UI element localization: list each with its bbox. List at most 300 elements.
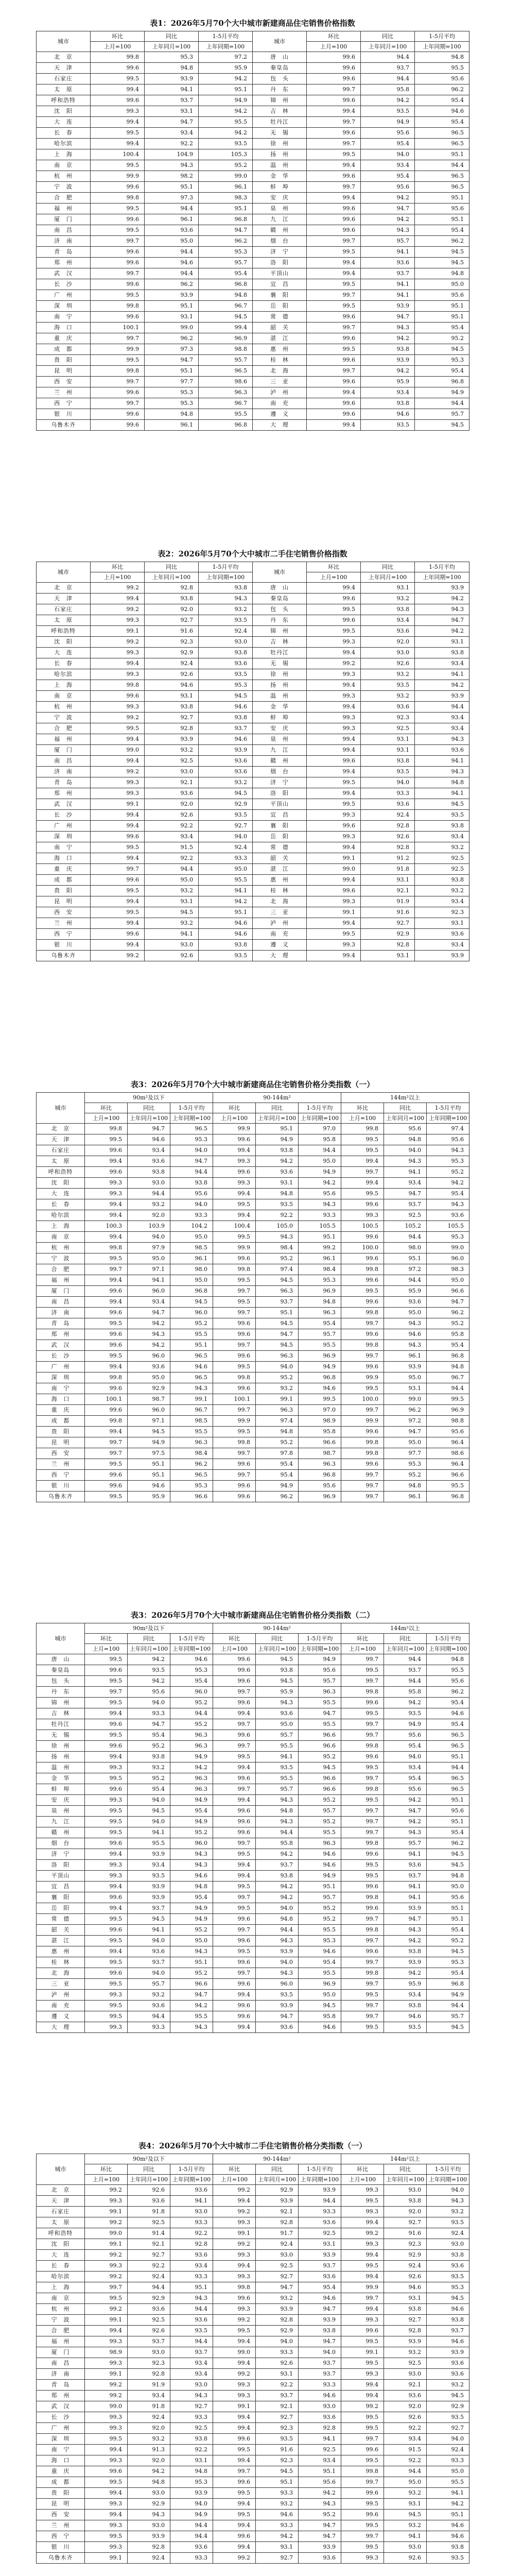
index-value: 99.3	[213, 2272, 256, 2282]
table-row	[37, 940, 469, 951]
table-row	[37, 1167, 469, 1178]
table-row	[37, 2369, 469, 2380]
header-yoy-base: 上年同月=100	[128, 2175, 170, 2185]
index-value: 93.8	[199, 583, 253, 594]
city-name: 包 头	[37, 1676, 85, 1687]
city-name: 呼和浩特	[37, 95, 91, 106]
index-value: 95.7	[299, 1329, 341, 1340]
index-value: 99.3	[85, 2542, 128, 2553]
index-value: 96.4	[427, 1437, 469, 1448]
index-value: 95.8	[427, 1329, 469, 1340]
index-value: 94.8	[199, 290, 253, 301]
index-value: 99.6	[91, 258, 145, 268]
index-value: 99.3	[307, 810, 361, 821]
header-mom-base: 上月=100	[85, 1644, 128, 1654]
index-value: 94.5	[415, 344, 469, 355]
index-value: 93.9	[415, 951, 469, 961]
index-value: 94.6	[199, 734, 253, 745]
table-row	[37, 832, 469, 842]
index-value: 97.2	[199, 52, 253, 63]
header-mom: 环比	[341, 2164, 384, 2175]
index-value: 94.1	[199, 886, 253, 896]
index-value: 93.8	[415, 875, 469, 886]
index-value: 99.5	[85, 1459, 128, 1470]
index-value: 93.3	[299, 2380, 341, 2391]
index-value: 91.3	[128, 2445, 170, 2455]
index-value: 94.6	[427, 2304, 469, 2315]
index-value: 99.4	[91, 734, 145, 745]
index-value: 103.9	[128, 1221, 170, 1232]
city-name: 石家庄	[37, 1145, 85, 1156]
table-row	[37, 648, 469, 658]
index-value: 93.9	[415, 691, 469, 702]
city-name: 长 沙	[37, 810, 91, 821]
index-value: 99.8	[341, 1925, 384, 1936]
index-value: 94.5	[256, 2466, 299, 2477]
index-value: 99.6	[85, 1470, 128, 1481]
index-value: 93.1	[256, 1178, 299, 1189]
index-value: 94.4	[415, 160, 469, 171]
index-value: 93.2	[128, 2434, 170, 2445]
index-value: 105.0	[256, 1221, 299, 1232]
index-value: 99.6	[85, 1719, 128, 1730]
index-value: 99.4	[307, 268, 361, 279]
index-value: 93.6	[427, 1210, 469, 1221]
city-name: 石家庄	[37, 2207, 85, 2217]
index-value: 99.0	[145, 323, 199, 333]
city-name: 济 南	[37, 2369, 85, 2380]
index-value: 94.8	[415, 777, 469, 788]
index-value: 99.6	[91, 95, 145, 106]
index-value: 100.3	[85, 1221, 128, 1232]
table-row	[37, 842, 469, 853]
index-value: 99.6	[307, 225, 361, 236]
index-value: 95.4	[384, 1741, 427, 1752]
index-value: 92.4	[199, 842, 253, 853]
city-name: 常 德	[253, 842, 307, 853]
index-value: 94.3	[170, 1383, 213, 1394]
city-name: 青 岛	[37, 247, 91, 258]
index-value: 92.3	[145, 637, 199, 648]
city-name: 湛 江	[253, 333, 307, 344]
city-name: 三 亚	[37, 1979, 85, 1990]
table-row	[37, 1784, 469, 1795]
index-value: 99.2	[307, 658, 361, 669]
index-value: 99.4	[341, 2304, 384, 2315]
table-row	[37, 702, 469, 713]
index-value: 96.1	[299, 1253, 341, 1264]
index-value: 95.4	[361, 171, 415, 182]
index-value: 99.6	[341, 1882, 384, 1892]
index-value: 99.6	[307, 886, 361, 896]
header-mom: 环比	[341, 1634, 384, 1644]
index-value: 94.5	[256, 1654, 299, 1665]
index-value: 99.4	[213, 2261, 256, 2272]
index-value: 93.5	[199, 139, 253, 149]
index-value: 94.5	[199, 691, 253, 702]
index-value: 95.6	[361, 182, 415, 193]
index-value: 99.8	[213, 1264, 256, 1275]
index-value: 93.5	[427, 2553, 469, 2564]
index-value: 99.6	[91, 247, 145, 258]
index-value: 95.0	[384, 1308, 427, 1318]
index-value: 96.0	[256, 1979, 299, 1990]
index-value: 99.1	[256, 1394, 299, 1405]
index-value: 95.4	[427, 1719, 469, 1730]
header-avg: 1-5月平均	[170, 1103, 213, 1113]
city-name: 泸 州	[253, 918, 307, 929]
index-value: 95.3	[145, 398, 199, 409]
city-name: 襄 阳	[253, 290, 307, 301]
index-value: 93.0	[145, 940, 199, 951]
index-value: 95.3	[427, 1156, 469, 1167]
index-value: 95.2	[299, 1903, 341, 1914]
city-name: 银 川	[37, 940, 91, 951]
index-value: 93.6	[384, 1860, 427, 1871]
index-value: 99.4	[307, 745, 361, 756]
header-yoy: 同比	[361, 31, 415, 42]
index-value: 95.1	[145, 301, 199, 312]
header-mom-base: 上月=100	[85, 2175, 128, 2185]
index-value: 93.9	[145, 290, 199, 301]
index-value: 93.2	[128, 1199, 170, 1210]
city-name: 韶 关	[253, 853, 307, 864]
index-value: 99.0	[384, 1394, 427, 1405]
index-value: 94.3	[299, 1199, 341, 1210]
index-value: 92.3	[256, 2455, 299, 2466]
index-value: 99.3	[85, 2412, 128, 2423]
header-area-group: 144m²以上	[341, 1093, 469, 1103]
city-name: 西 安	[37, 2510, 85, 2520]
index-value: 93.8	[256, 1871, 299, 1882]
index-value: 99.7	[341, 2531, 384, 2542]
table-block	[36, 15, 469, 431]
index-value: 99.4	[91, 594, 145, 604]
city-name: 兰 州	[37, 387, 91, 398]
index-value: 93.6	[128, 2196, 170, 2207]
index-value: 96.6	[299, 1741, 341, 1752]
index-value: 99.5	[213, 1882, 256, 1892]
city-name: 徐 州	[253, 669, 307, 680]
index-value: 99.6	[85, 1968, 128, 1979]
city-name: 银 川	[37, 409, 91, 420]
index-value: 94.2	[128, 1318, 170, 1329]
city-name: 贵 阳	[37, 355, 91, 366]
index-value: 96.1	[384, 1351, 427, 1362]
index-value: 99.7	[341, 1676, 384, 1687]
table-row	[37, 1936, 469, 1946]
index-value: 93.8	[199, 648, 253, 658]
index-value: 92.8	[145, 723, 199, 734]
index-value: 92.4	[128, 2412, 170, 2423]
index-value: 96.3	[299, 1687, 341, 1698]
city-name: 蚌 埠	[253, 182, 307, 193]
index-value: 94.6	[299, 2293, 341, 2304]
index-value: 94.5	[415, 247, 469, 258]
index-value: 94.7	[384, 1914, 427, 1925]
table-row	[37, 2185, 469, 2196]
index-value: 95.0	[384, 1372, 427, 1383]
index-value: 94.7	[299, 2336, 341, 2347]
table-row	[37, 1427, 469, 1437]
city-name: 牡丹江	[253, 117, 307, 128]
index-value: 96.7	[199, 398, 253, 409]
table-row	[37, 777, 469, 788]
city-name: 武 汉	[37, 2401, 85, 2412]
header-avg: 1-5月平均	[170, 2164, 213, 2175]
index-value: 93.2	[145, 918, 199, 929]
index-value: 93.1	[361, 734, 415, 745]
index-value: 99.4	[85, 1297, 128, 1308]
index-value: 99.6	[91, 279, 145, 290]
header-mom-base: 上月=100	[213, 1644, 256, 1654]
header-avg: 1-5月平均	[170, 1634, 213, 1644]
index-value: 94.5	[199, 312, 253, 323]
index-value: 93.3	[256, 2347, 299, 2358]
index-value: 92.6	[384, 2412, 427, 2423]
index-value: 93.8	[361, 344, 415, 355]
index-value: 96.9	[299, 1286, 341, 1297]
header-yoy: 同比	[128, 2164, 170, 2175]
index-value: 93.9	[199, 745, 253, 756]
city-name: 湛 江	[37, 1936, 85, 1946]
index-value: 99.5	[91, 723, 145, 734]
index-value: 95.0	[170, 1936, 213, 1946]
index-value: 99.5	[85, 1806, 128, 1817]
index-value: 93.3	[256, 2520, 299, 2531]
index-value: 93.1	[361, 951, 415, 961]
index-value: 94.2	[128, 1654, 170, 1665]
index-value: 96.7	[427, 1372, 469, 1383]
index-value: 92.7	[384, 2217, 427, 2228]
table-row	[37, 2315, 469, 2326]
table-row	[37, 2412, 469, 2423]
index-value: 99.6	[307, 333, 361, 344]
index-value: 99.6	[85, 1405, 128, 1416]
city-name: 南 昌	[37, 1297, 85, 1308]
index-value: 93.2	[361, 594, 415, 604]
index-value: 93.3	[128, 1708, 170, 1719]
index-value: 93.8	[128, 1752, 170, 1762]
index-value: 95.4	[427, 1340, 469, 1351]
index-value: 99.3	[307, 940, 361, 951]
index-value: 99.6	[307, 355, 361, 366]
index-value: 91.6	[384, 2228, 427, 2239]
index-value: 100.4	[213, 1221, 256, 1232]
index-value: 94.3	[427, 1199, 469, 1210]
city-name: 上 海	[37, 149, 91, 160]
index-value: 99.6	[213, 1481, 256, 1492]
table-row	[37, 1405, 469, 1416]
index-value: 94.2	[384, 1698, 427, 1708]
index-value: 93.6	[299, 2412, 341, 2423]
index-value: 94.0	[361, 777, 415, 788]
header-yoy-base: 上年同月=100	[361, 42, 415, 52]
index-value: 92.1	[384, 2380, 427, 2391]
table-row	[37, 2553, 469, 2564]
city-name: 太 原	[37, 2217, 85, 2228]
index-value: 96.6	[427, 1470, 469, 1481]
index-value: 93.3	[256, 2488, 299, 2499]
index-value: 99.7	[307, 236, 361, 247]
index-value: 96.2	[199, 236, 253, 247]
index-value: 94.9	[256, 1134, 299, 1145]
index-value: 94.1	[427, 2488, 469, 2499]
index-value: 99.3	[85, 2423, 128, 2434]
price-index-table	[36, 31, 469, 431]
index-value: 93.1	[145, 691, 199, 702]
city-name: 深 圳	[37, 2434, 85, 2445]
index-value: 95.0	[128, 1253, 170, 1264]
table-row	[37, 1849, 469, 1860]
table-row	[37, 691, 469, 702]
header-avg-base: 上年同期=100	[415, 42, 469, 52]
table-row	[37, 799, 469, 810]
index-value: 94.7	[299, 1708, 341, 1719]
index-value: 95.1	[145, 366, 199, 377]
city-name: 太 原	[37, 84, 91, 95]
city-name: 北 京	[37, 52, 91, 63]
city-name: 北 京	[37, 1124, 85, 1134]
index-value: 99.5	[85, 1936, 128, 1946]
index-value: 99.6	[91, 214, 145, 225]
city-name: 海 口	[37, 1394, 85, 1405]
index-value: 93.5	[361, 420, 415, 431]
index-value: 94.8	[256, 1806, 299, 1817]
index-value: 93.4	[145, 832, 199, 842]
index-value: 98.6	[427, 1448, 469, 1459]
index-value: 96.3	[170, 1773, 213, 1784]
table-row	[37, 139, 469, 149]
city-name: 西 宁	[37, 398, 91, 409]
city-name: 厦 门	[37, 214, 91, 225]
index-value: 99.5	[213, 1275, 256, 1286]
index-value: 99.3	[85, 1990, 128, 2001]
index-value: 92.1	[145, 777, 199, 788]
index-value: 99.5	[341, 1145, 384, 1156]
city-name: 岳 阳	[253, 301, 307, 312]
index-value: 93.7	[384, 1665, 427, 1676]
index-value: 99.6	[307, 74, 361, 84]
index-value: 99.5	[85, 2011, 128, 2022]
index-value: 99.5	[341, 1383, 384, 1394]
index-value: 99.6	[213, 1676, 256, 1687]
table-row	[37, 1838, 469, 1849]
index-value: 99.4	[307, 387, 361, 398]
index-value: 94.4	[170, 2304, 213, 2315]
index-value: 99.5	[85, 2293, 128, 2304]
city-name: 锦 州	[253, 626, 307, 637]
index-value: 92.8	[128, 2369, 170, 2380]
index-value: 96.8	[299, 1470, 341, 1481]
index-value: 94.3	[170, 2293, 213, 2304]
index-value: 95.1	[427, 1903, 469, 1914]
index-value: 99.4	[213, 2336, 256, 2347]
table-title: 表3：2026年5月70个大中城市新建商品住宅销售价格分类指数（二）	[130, 1611, 375, 1620]
index-value: 93.9	[128, 2531, 170, 2542]
index-value: 99.9	[341, 1372, 384, 1383]
index-value: 95.2	[384, 1470, 427, 1481]
index-value: 99.4	[307, 160, 361, 171]
table-row	[37, 2434, 469, 2445]
index-value: 93.8	[415, 821, 469, 832]
index-value: 93.4	[415, 713, 469, 723]
city-name: 北 京	[37, 583, 91, 594]
city-name: 北 京	[37, 2185, 85, 2196]
index-value: 99.8	[341, 1892, 384, 1903]
index-value: 99.7	[213, 1308, 256, 1318]
index-value: 94.3	[145, 160, 199, 171]
index-value: 94.1	[384, 1167, 427, 1178]
index-value: 99.2	[91, 951, 145, 961]
city-name: 济 南	[37, 767, 91, 777]
city-name: 平顶山	[37, 1871, 85, 1882]
index-value: 99.7	[85, 1448, 128, 1459]
table-row	[37, 1752, 469, 1762]
index-value: 99.4	[91, 84, 145, 95]
header-yoy-base: 上年同月=100	[384, 1644, 427, 1654]
index-value: 99.8	[341, 1784, 384, 1795]
index-value: 99.4	[213, 1210, 256, 1221]
table-row	[37, 1437, 469, 1448]
index-value: 100.1	[85, 1394, 128, 1405]
city-name: 徐 州	[37, 1741, 85, 1752]
table-row	[37, 1199, 469, 1210]
index-value: 99.2	[85, 2250, 128, 2261]
index-value: 96.3	[170, 1730, 213, 1741]
index-value: 93.1	[361, 875, 415, 886]
city-name: 南 宁	[37, 842, 91, 853]
index-value: 99.4	[213, 1860, 256, 1871]
index-value: 94.7	[256, 2011, 299, 2022]
index-value: 92.5	[299, 2228, 341, 2239]
index-value: 99.4	[307, 767, 361, 777]
table-row	[37, 1860, 469, 1871]
index-value: 93.8	[427, 2250, 469, 2261]
index-value: 93.7	[384, 1199, 427, 1210]
index-value: 96.5	[170, 1470, 213, 1481]
index-value: 94.5	[299, 2001, 341, 2011]
header-avg: 1-5月平均	[299, 1103, 341, 1113]
index-value: 94.3	[256, 1936, 299, 1946]
table-row	[37, 1145, 469, 1156]
city-name: 武 汉	[37, 799, 91, 810]
index-value: 94.2	[256, 1882, 299, 1892]
index-value: 94.2	[384, 1936, 427, 1946]
index-value: 94.7	[128, 1124, 170, 1134]
index-value: 93.0	[128, 2520, 170, 2531]
city-name: 宜 昌	[253, 810, 307, 821]
city-name: 泸 州	[253, 387, 307, 398]
table-body	[37, 52, 469, 431]
index-value: 99.5	[213, 1362, 256, 1372]
table-row	[37, 1665, 469, 1676]
header-avg-base: 上年同期=100	[199, 42, 253, 52]
index-value: 93.1	[256, 2369, 299, 2380]
index-value: 93.4	[415, 658, 469, 669]
index-value: 99.7	[341, 1351, 384, 1362]
index-value: 97.0	[299, 1124, 341, 1134]
table-row	[37, 2022, 469, 2033]
index-value: 94.3	[170, 2022, 213, 2033]
index-value: 95.7	[299, 1806, 341, 1817]
table-row	[37, 1892, 469, 1903]
index-value: 99.3	[213, 2217, 256, 2228]
index-value: 93.9	[384, 2336, 427, 2347]
index-value: 96.0	[128, 1351, 170, 1362]
index-value: 93.8	[170, 2434, 213, 2445]
city-name: 赣 州	[253, 756, 307, 767]
